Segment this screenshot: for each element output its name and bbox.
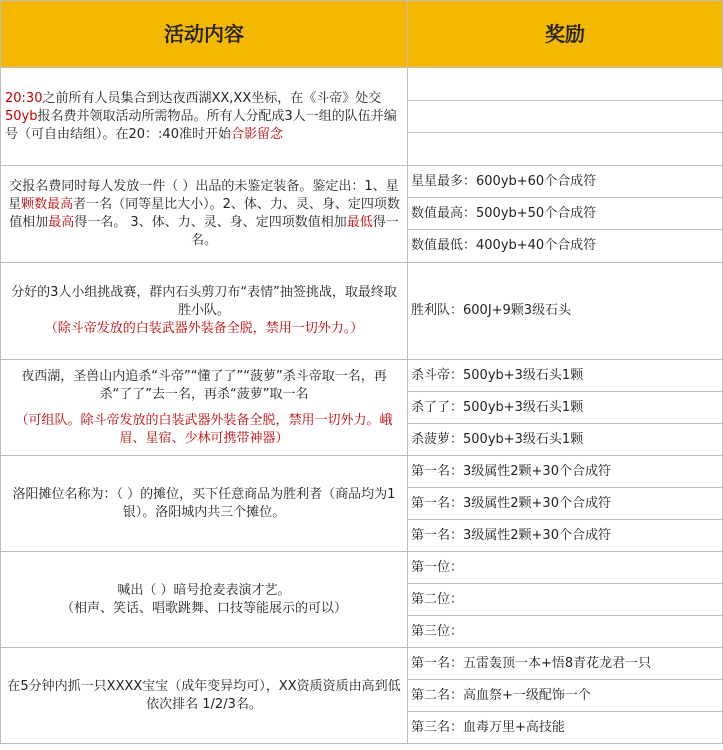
sec2-text3: 得一名。 3、体、力、灵、身、定四项数值相加 <box>74 215 347 230</box>
sec6-reward-3: 第三位： <box>408 616 723 648</box>
sec1-event: 合影留念 <box>230 126 283 142</box>
sec3-activity <box>1 263 408 360</box>
sec5-reward-2: 第一名：3级属性2颗+30个合成符 <box>408 488 723 520</box>
sec3-note: （除斗帝发放的白装武器外装备全脱，禁用一切外力。） <box>44 321 364 336</box>
sec5-reward-1: 第一名：3级属性2颗+30个合成符 <box>408 456 723 488</box>
sec4-text: 夜西湖，圣兽山内追杀“斗帝”“懂了了”“菠萝”杀斗帝取一名，再杀“了了”去一名，再杀“菠萝”取一名 <box>21 368 387 402</box>
sec7-activity: 在5分钟内抓一只XXXX宝宝（成年变异均可），XX资质资质由高到低依次排名 1/2/3名。 <box>1 648 408 744</box>
sec6-text: 喊出（ ）暗号抢麦表演才艺。 <box>117 582 291 598</box>
sec1-time: 20:30 <box>5 90 43 106</box>
sec3-reward: 胜利队：600J+9颗3级石头 <box>408 263 723 360</box>
table-header <box>1 1 723 68</box>
header-activity: 活动内容 <box>1 1 408 68</box>
sec1-reward-1 <box>408 68 723 101</box>
sec2-reward-3: 数值最低：400yb+40个合成符 <box>408 230 723 263</box>
table-row <box>1 263 723 360</box>
sec3-text: 分好的3人小组挑战赛，群内石头剪刀布“表情”抽签挑战，取最终取胜小队。 <box>11 285 397 318</box>
sec4-activity <box>1 360 408 456</box>
sec6-text2: （相声、笑话、唱歌跳舞、口技等能展示的可以） <box>60 600 347 616</box>
sec2-reward-2: 数值最高：500yb+50个合成符 <box>408 198 723 230</box>
sec1-text1: 之前所有人员集合到达夜西湖XX,XX坐标，在《斗帝》处交 <box>42 90 382 106</box>
table-row <box>1 552 723 584</box>
sec2-highlight2: 最高 <box>48 215 75 230</box>
sec2-text1: 交报名费同时每人发放一件（ ）出品的未鉴定装备。鉴定出：1、星星 <box>8 179 399 212</box>
table-row <box>1 456 723 488</box>
sec4-note: （可组队。除斗帝发放的白装武器外装备全脱，禁用一切外力。峨眉、星宿、少林可携带神器） <box>15 412 393 446</box>
sec2-activity <box>1 166 408 263</box>
table-row <box>1 648 723 680</box>
sec6-activity <box>1 552 408 648</box>
table-row <box>1 166 723 198</box>
sec6-reward-2: 第二位： <box>408 584 723 616</box>
sec2-reward-1: 星星最多：600yb+60个合成符 <box>408 166 723 198</box>
sec6-reward-1: 第一位： <box>408 552 723 584</box>
sec4-reward-2: 杀了了：500yb+3级石头1颗 <box>408 392 723 424</box>
sec2-highlight3: 最低 <box>346 215 373 230</box>
sec1-reward-2 <box>408 101 723 133</box>
sec4-reward-1: 杀斗帝：500yb+3级石头1颗 <box>408 360 723 392</box>
sec5-activity: 洛阳摊位名称为：（ ）的摊位，买下任意商品为胜利者（商品均为1银）。洛阳城内共三个摊位。 <box>1 456 408 552</box>
sec5-reward-3: 第一名：3级属性2颗+30个合成符 <box>408 520 723 552</box>
table-row <box>1 68 723 101</box>
sec2-highlight1: 颗数最高 <box>21 197 74 212</box>
sec1-reward-3 <box>408 133 723 166</box>
table-row <box>1 360 723 392</box>
sec1-activity <box>1 68 408 166</box>
sec7-reward-2: 第二名：高血祭+一级配饰一个 <box>408 680 723 712</box>
sec2-text4: 得一名。 <box>190 215 399 248</box>
sec4-reward-3: 杀菠萝：500yb+3级石头1颗 <box>408 424 723 456</box>
sec1-text2: 报名费并领取活动所需物品。所有人分配成3人一组的队伍并编号（可自由结组）。在20：:40准时开始 <box>5 108 397 142</box>
sec7-reward-1: 第一名：五雷轰顶一本+悟8青花龙君一只 <box>408 648 723 680</box>
header-reward: 奖励 <box>408 1 723 68</box>
sec2-text2: 者一名（同等星比大小）。2、体、力、灵、身、定四项数值相加 <box>9 197 400 230</box>
sec1-fee: 50yb <box>5 108 38 124</box>
sec7-reward-3: 第三名：血毒万里+高技能 <box>408 712 723 744</box>
